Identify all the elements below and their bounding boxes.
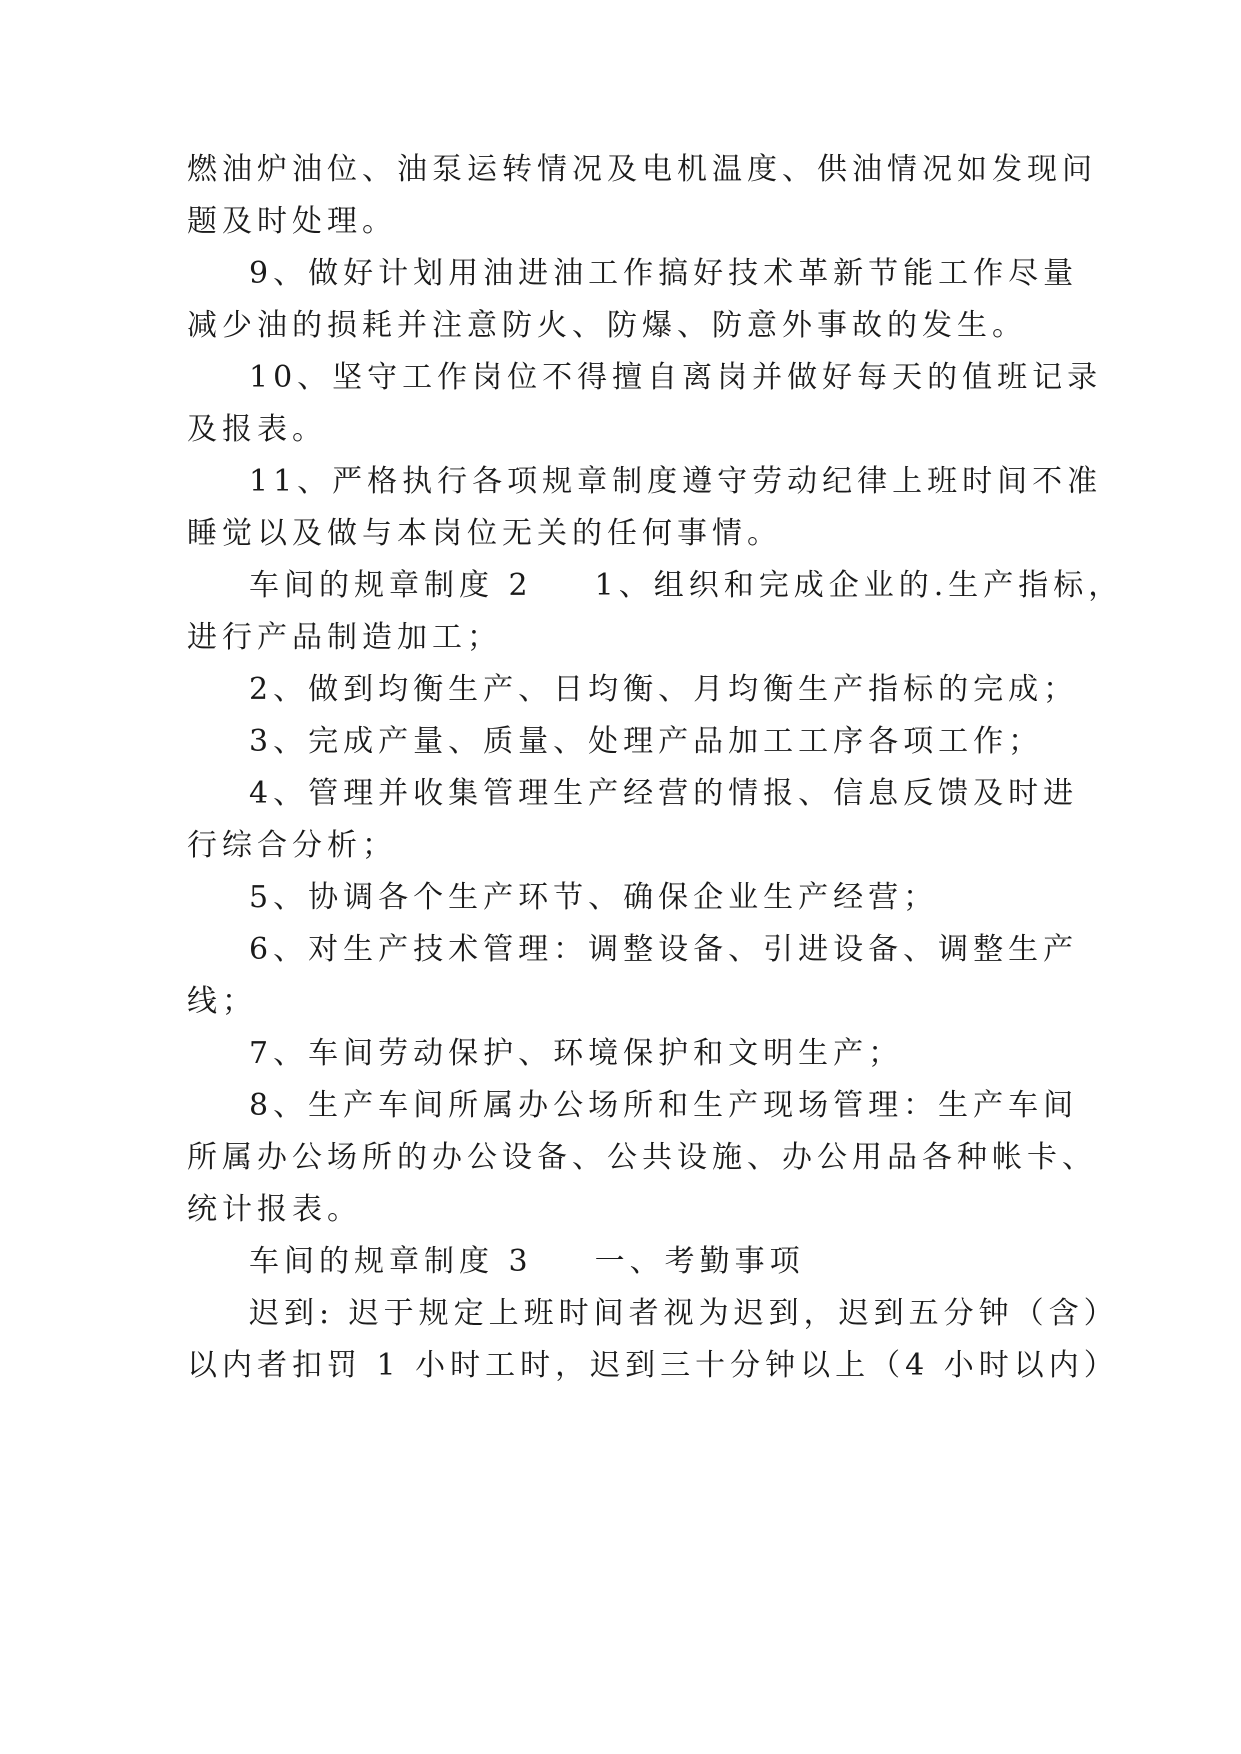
- section-heading: 车间的规章制度 2: [249, 568, 533, 603]
- paragraph-line: 迟到: 迟于规定上班时间者视为迟到，迟到五分钟（含）: [249, 1296, 1119, 1331]
- paragraph-line: 11、严格执行各项规章制度遵守劳动纪律上班时间不准: [249, 464, 1103, 499]
- paragraph-line: 9、做好计划用油进油工作搞好技术革新节能工作尽量: [249, 256, 1079, 291]
- paragraph-line: 5、协调各个生产环节、确保企业生产经营；: [249, 880, 939, 915]
- paragraph-line: 2、做到均衡生产、日均衡、月均衡生产指标的完成；: [249, 672, 1079, 707]
- paragraph-line: 6、对生产技术管理：调整设备、引进设备、调整生产: [249, 932, 1079, 967]
- paragraph-line: 8、生产车间所属办公场所和生产现场管理：生产车间: [249, 1088, 1079, 1123]
- paragraph-line: 行综合分析；: [187, 828, 397, 863]
- paragraph-line: 及报表。: [187, 412, 327, 447]
- paragraph-line: 线；: [187, 984, 257, 1019]
- paragraph-line: 减少油的损耗并注意防火、防爆、防意外事故的发生。: [187, 308, 1027, 343]
- section-heading-line: [249, 1242, 805, 1282]
- paragraph-line: 题及时处理。: [187, 204, 397, 239]
- paragraph-line: 所属办公场所的办公设备、公共设施、办公用品各种帐卡、: [187, 1140, 1097, 1175]
- section-heading-line: [249, 566, 1123, 606]
- paragraph-line: 进行产品制造加工；: [187, 620, 502, 655]
- paragraph-line: 统计报表。: [187, 1192, 362, 1227]
- paragraph-line: 以内者扣罚 1 小时工时，迟到三十分钟以上（4 小时以内）: [187, 1348, 1119, 1383]
- paragraph-line: 10、坚守工作岗位不得擅自离岗并做好每天的值班记录: [249, 360, 1103, 395]
- section-heading: 车间的规章制度 3: [249, 1244, 533, 1279]
- paragraph-text: 1、组织和完成企业的.生产指标，: [594, 568, 1124, 603]
- paragraph-line: 睡觉以及做与本岗位无关的任何事情。: [187, 516, 782, 551]
- paragraph-line: 7、车间劳动保护、环境保护和文明生产；: [249, 1036, 904, 1071]
- paragraph-line: 4、管理并收集管理生产经营的情报、信息反馈及时进: [249, 776, 1079, 811]
- paragraph-line: 燃油炉油位、油泵运转情况及电机温度、供油情况如发现问: [187, 152, 1097, 187]
- paragraph-line: 3、完成产量、质量、处理产品加工工序各项工作；: [249, 724, 1044, 759]
- subsection-heading: 一、考勤事项: [594, 1244, 805, 1279]
